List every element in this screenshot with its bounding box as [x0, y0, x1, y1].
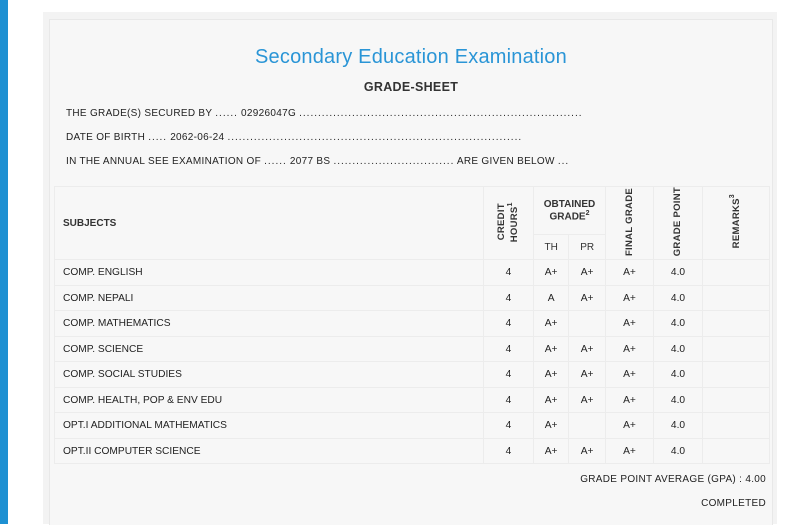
obtained-grade-header: OBTAINED GRADE$^2$ [534, 187, 606, 235]
dob-value: 2062-06-24 [170, 132, 225, 143]
subjects-header: SUBJECTS [55, 187, 484, 260]
table-row [55, 260, 770, 286]
table-row [55, 387, 770, 413]
gpa-label: GRADE POINT AVERAGE (GPA) : [580, 474, 743, 485]
secured-label: THE GRADE(S) SECURED BY [66, 108, 213, 119]
symbol-number: 02926047G [241, 108, 297, 119]
gpa-value: 4.00 [745, 474, 766, 485]
completion-status: COMPLETED [701, 498, 766, 509]
th-grade-cell: A+ [534, 336, 569, 362]
remarks-header: REMARKS$^3$ [703, 187, 770, 260]
subject-cell: COMP. SOCIAL STUDIES [55, 362, 484, 388]
sheet-subtitle: GRADE-SHEET [363, 80, 459, 94]
pr-grade-cell: A+ [569, 260, 606, 286]
subject-cell: OPT.II COMPUTER SCIENCE [55, 438, 484, 464]
remarks-cell [703, 311, 770, 337]
final-grade-cell: A+ [606, 260, 654, 286]
remarks-cell [703, 362, 770, 388]
pr-grade-cell [569, 413, 606, 439]
th-grade-cell: A+ [534, 438, 569, 464]
pr-header: PR [569, 234, 606, 260]
table-row [55, 336, 770, 362]
table-row [55, 311, 770, 337]
exam-year: 2077 BS [289, 156, 331, 167]
grade-point-cell: 4.0 [654, 438, 703, 464]
th-header: TH [534, 234, 569, 260]
left-accent-stripe [0, 0, 8, 524]
pr-grade-cell: A+ [569, 336, 606, 362]
credit-cell: 4 [484, 438, 534, 464]
grade-point-cell: 4.0 [654, 260, 703, 286]
info-date-of-birth: DATE OF BIRTH ..... 2062-06-24 .............................................................................. [66, 132, 523, 143]
final-grade-cell: A+ [606, 362, 654, 388]
credit-cell: 4 [484, 285, 534, 311]
table-row [55, 362, 770, 388]
credit-cell: 4 [484, 336, 534, 362]
pr-grade-cell: A+ [569, 438, 606, 464]
pr-grade-cell [569, 311, 606, 337]
subject-cell: OPT.I ADDITIONAL MATHEMATICS [55, 413, 484, 439]
info-exam: IN THE ANNUAL SEE EXAMINATION OF ...... 2077 BS ................................ ARE GIVEN BELOW ... [66, 156, 570, 167]
final-grade-cell: A+ [606, 311, 654, 337]
table-row [55, 413, 770, 439]
subject-cell: COMP. MATHEMATICS [55, 311, 484, 337]
credit-cell: 4 [484, 260, 534, 286]
remarks-cell [703, 260, 770, 286]
remarks-cell [703, 336, 770, 362]
grade-sheet [49, 19, 773, 525]
subject-cell: COMP. HEALTH, POP & ENV EDU [55, 387, 484, 413]
credit-hours-header: CREDIT HOURS$^1$ [484, 187, 534, 260]
remarks-cell [703, 413, 770, 439]
pr-grade-cell: A+ [569, 387, 606, 413]
final-grade-cell: A+ [606, 336, 654, 362]
final-grade-cell: A+ [606, 413, 654, 439]
table-row [55, 285, 770, 311]
final-grade-cell: A+ [606, 438, 654, 464]
th-grade-cell: A+ [534, 260, 569, 286]
exam-title: Secondary Education Examination [255, 46, 567, 68]
remarks-cell [703, 285, 770, 311]
header-row [55, 187, 770, 235]
grade-point-cell: 4.0 [654, 387, 703, 413]
final-grade-header: FINAL GRADE [606, 187, 654, 260]
subject-cell: COMP. SCIENCE [55, 336, 484, 362]
gpa-summary [580, 474, 766, 485]
remarks-cell [703, 438, 770, 464]
subject-cell: COMP. ENGLISH [55, 260, 484, 286]
final-grade-cell: A+ [606, 285, 654, 311]
grade-point-cell: 4.0 [654, 362, 703, 388]
th-grade-cell: A [534, 285, 569, 311]
grade-point-header: GRADE POINT [654, 187, 703, 260]
pr-grade-cell: A+ [569, 362, 606, 388]
grade-point-cell: 4.0 [654, 413, 703, 439]
grade-point-cell: 4.0 [654, 336, 703, 362]
remarks-cell [703, 387, 770, 413]
th-grade-cell: A+ [534, 362, 569, 388]
dob-label: DATE OF BIRTH [66, 132, 146, 143]
table-row [55, 438, 770, 464]
credit-cell: 4 [484, 387, 534, 413]
credit-cell: 4 [484, 413, 534, 439]
th-grade-cell: A+ [534, 311, 569, 337]
grade-point-cell: 4.0 [654, 311, 703, 337]
exam-label: IN THE ANNUAL SEE EXAMINATION OF [66, 156, 262, 167]
final-grade-cell: A+ [606, 387, 654, 413]
given-below-label: ARE GIVEN BELOW [456, 156, 555, 167]
info-secured-by: THE GRADE(S) SECURED BY ...... 02926047G ........................................................................... [66, 108, 583, 119]
th-grade-cell: A+ [534, 387, 569, 413]
th-grade-cell: A+ [534, 413, 569, 439]
credit-cell: 4 [484, 311, 534, 337]
grade-point-cell: 4.0 [654, 285, 703, 311]
subject-cell: COMP. NEPALI [55, 285, 484, 311]
pr-grade-cell: A+ [569, 285, 606, 311]
grades-table [54, 186, 770, 464]
credit-cell: 4 [484, 362, 534, 388]
